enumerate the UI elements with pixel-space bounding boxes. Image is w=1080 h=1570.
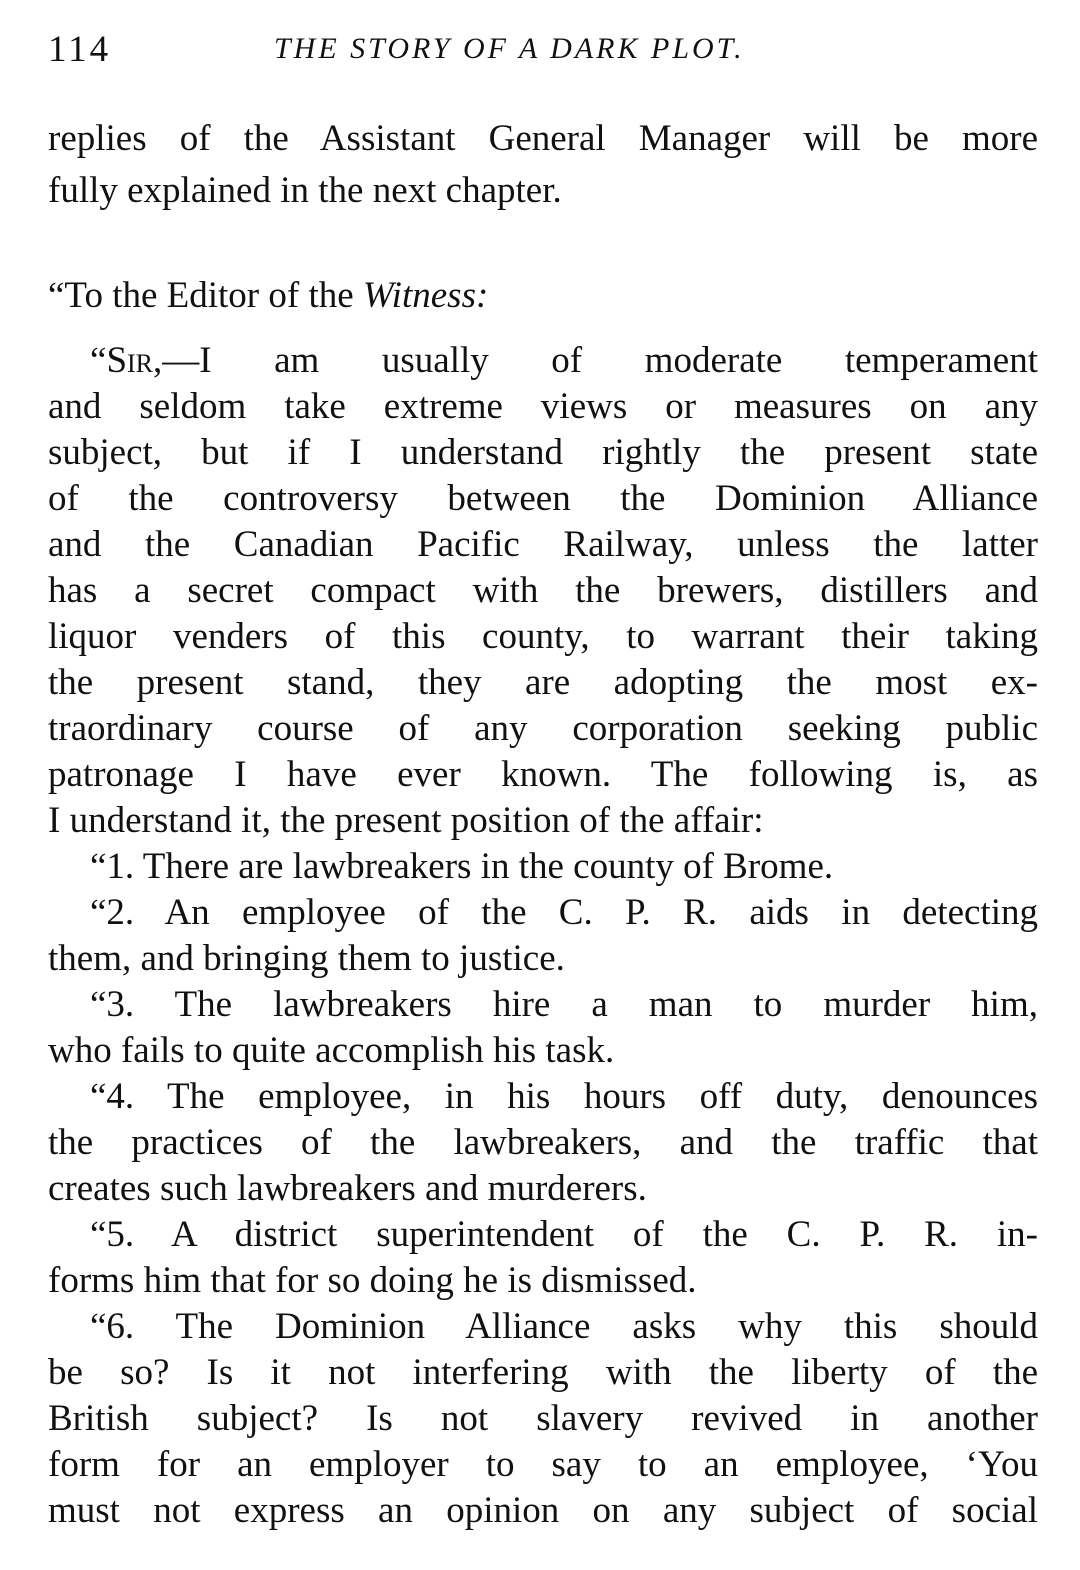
publication-name: Witness: — [362, 275, 489, 316]
letter-body — [48, 338, 1038, 1534]
text-line: fully explained in the next chapter. — [48, 170, 562, 211]
page-number: 114 — [48, 29, 112, 70]
text-line: and seldom take extreme views or measures on any — [48, 386, 1038, 427]
point-5-line: “5. A district superintendent of the C. P. R. in- — [90, 1214, 1038, 1255]
point-5-line: forms him that for so doing he is dismissed. — [48, 1260, 697, 1301]
point-1-line: “1. There are lawbreakers in the county of Brome. — [90, 846, 834, 887]
opening-quote: “ — [90, 340, 107, 381]
intro-paragraph — [48, 113, 1038, 217]
point-6-line: be so? Is it not interfering with the liberty of the — [48, 1352, 1038, 1393]
letter-opening-line — [48, 338, 1038, 384]
point-6-line: “6. The Dominion Alliance asks why this should — [90, 1306, 1038, 1347]
text-line: and the Canadian Pacific Railway, unless the latter — [48, 524, 1038, 565]
text-line: traordinary course of any corporation seeking public — [48, 708, 1038, 749]
letter-salutation — [48, 273, 488, 319]
point-6-line: form for an employer to say to an employee, ‘You — [48, 1444, 1038, 1485]
text-line: replies of the Assistant General Manager will be more — [48, 118, 1038, 159]
running-header — [48, 22, 1038, 72]
running-title: THE STORY OF A DARK PLOT. — [274, 32, 745, 65]
point-2-line: them, and bringing them to justice. — [48, 938, 565, 979]
point-4-line: creates such lawbreakers and murderers. — [48, 1168, 647, 1209]
point-4-line: “4. The employee, in his hours off duty, denounces — [90, 1076, 1038, 1117]
text-line: liquor venders of this county, to warrant their taking — [48, 616, 1038, 657]
point-3-line: who fails to quite accomplish his task. — [48, 1030, 615, 1071]
point-4-line: the practices of the lawbreakers, and the traffic that — [48, 1122, 1038, 1163]
text-line: the present stand, they are adopting the most ex- — [48, 662, 1038, 703]
text-line: patronage I have ever known. The following is, as — [48, 754, 1038, 795]
sir-word: Sir — [106, 340, 154, 381]
point-6-line: must not express an opinion on any subject of social — [48, 1490, 1038, 1531]
point-2-line: “2. An employee of the C. P. R. aids in detecting — [90, 892, 1038, 933]
point-6-line: British subject? Is not slavery revived in another — [48, 1398, 1038, 1439]
text-line: I understand it, the present position of the affair: — [48, 800, 764, 841]
salutation-text: “To the Editor of the — [48, 275, 363, 316]
opening-rest: ,—I am usually of moderate temperament — [153, 340, 1038, 381]
text-line: subject, but if I understand rightly the present state — [48, 432, 1038, 473]
text-line: of the controversy between the Dominion Alliance — [48, 478, 1038, 519]
text-line: has a secret compact with the brewers, distillers and — [48, 570, 1038, 611]
point-3-line: “3. The lawbreakers hire a man to murder him, — [90, 984, 1038, 1025]
